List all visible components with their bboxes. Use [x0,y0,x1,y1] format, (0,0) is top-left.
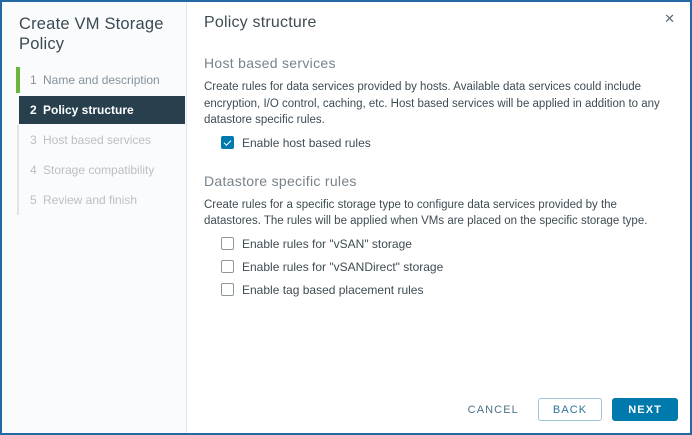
cancel-button[interactable]: CANCEL [467,403,519,416]
checkbox[interactable] [221,283,234,296]
checkbox[interactable] [221,136,234,149]
section-description: Create rules for a specific storage type to configure data services provided by the datastores. The rules will be applied when VMs are placed on the specific storage type. [204,198,648,227]
checkbox-row-enable-host-based-rules[interactable] [221,135,674,151]
step-number: 3 [30,133,37,147]
checkbox-label[interactable]: Enable tag based placement rules [242,282,424,297]
section-heading: Datastore specific rules [204,172,357,189]
next-button[interactable]: NEXT [612,398,678,421]
step-number: 1 [30,73,37,87]
step-review-and-finish [2,185,186,215]
main-content [187,2,690,433]
dialog-title: Create VM Storage Policy [19,15,164,53]
wizard-steps-sidebar [2,2,187,433]
wizard-step-list [2,65,186,215]
step-label: Policy structure [43,103,134,117]
step-number: 5 [30,193,37,207]
step-host-based-services [2,125,186,155]
step-number: 4 [30,163,37,177]
page-title: Policy structure [204,14,317,31]
checkbox[interactable] [221,260,234,273]
section-description: Create rules for data services provided by hosts. Available data services could include encryption, I/O control, caching, etc. Host based services will be applied in addition to any datastore specific rules. [204,81,660,126]
checkbox-row-enable-vsandirect-rules[interactable] [221,259,674,275]
step-label: Storage compatibility [43,163,155,177]
checkbox-row-enable-vsan-rules[interactable] [221,236,674,252]
step-name-and-description[interactable] [2,65,186,95]
step-label: Name and description [43,73,160,87]
back-button[interactable]: BACK [538,398,602,421]
close-icon[interactable]: ✕ [664,11,675,26]
section-datastore-specific-rules [204,173,674,298]
checkbox-label[interactable]: Enable rules for "vSAN" storage [242,236,412,251]
section-heading: Host based services [204,55,336,71]
step-storage-compatibility [2,155,186,185]
step-label: Review and finish [43,193,138,207]
step-policy-structure[interactable] [2,95,186,125]
section-host-based-services [204,55,674,151]
checkbox-label[interactable]: Enable host based rules [242,135,371,150]
checkbox-row-enable-tag-based-placement[interactable] [221,282,674,298]
checkbox-label[interactable]: Enable rules for "vSANDirect" storage [242,259,444,274]
step-label: Host based services [43,133,152,147]
step-number: 2 [30,103,37,117]
checkbox[interactable] [221,237,234,250]
wizard-footer [468,398,678,421]
